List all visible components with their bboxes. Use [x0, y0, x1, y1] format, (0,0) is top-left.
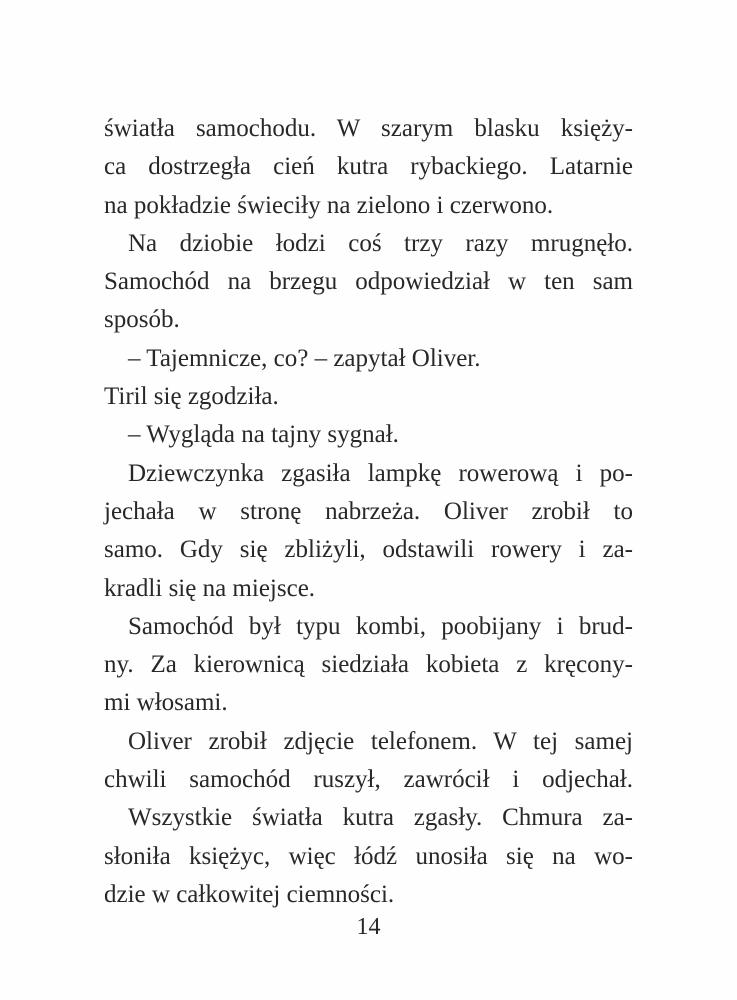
text-line: Samochód na brzegu odpowiedział w ten sam — [104, 268, 633, 296]
paragraph — [104, 799, 633, 914]
text-line: Tiril się zgodziła. — [104, 383, 279, 411]
text-line: sposób. — [104, 306, 180, 334]
text-line: chwili samochód ruszył, zawrócił i odjechał. — [104, 766, 633, 794]
paragraph — [104, 723, 633, 800]
text-line: Samochód był typu kombi, poobijany i brud- — [128, 612, 633, 640]
text-line: słoniła księżyc, więc łódź unosiła się na wo- — [104, 842, 633, 870]
text-line: mi włosami. — [104, 689, 228, 717]
page-number: 14 — [356, 914, 381, 940]
text-line: samo. Gdy się zbliżyli, odstawili rowery i za- — [104, 536, 633, 564]
text-line: światła samochodu. W szarym blasku księży- — [104, 115, 633, 142]
text-line: – Wygląda na tajny sygnał. — [128, 421, 399, 449]
text-line: ca dostrzegła cień kutra rybackiego. Latarnie — [104, 153, 633, 181]
text-line: dzie w całkowitej ciemności. — [104, 880, 395, 908]
paragraph — [104, 225, 633, 340]
text-line: Na dziobie łodzi coś trzy razy mrugnęło. — [128, 229, 633, 257]
text-line: Dziewczynka zgasiła lampkę rowerową i po- — [128, 459, 633, 487]
text-line: Wszystkie światła kutra zgasły. Chmura za- — [128, 804, 633, 832]
paragraph — [104, 455, 633, 608]
text-block — [104, 110, 633, 914]
text-line: na pokładzie świeciły na zielono i czerwono. — [104, 191, 554, 219]
page-footer — [104, 912, 633, 942]
paragraph — [104, 416, 633, 454]
paragraph — [104, 608, 633, 723]
text-line: ny. Za kierownicą siedziała kobieta z kręcony- — [104, 651, 633, 679]
text-line: jechała w stronę nabrzeża. Oliver zrobił to — [104, 497, 633, 525]
paragraph — [104, 110, 633, 225]
text-line: – Tajemnicze, co? – zapytał Oliver. — [128, 344, 481, 372]
paragraph — [104, 340, 633, 417]
text-line: kradli się na miejsce. — [104, 574, 316, 602]
text-line: Oliver zrobił zdjęcie telefonem. W tej samej — [128, 727, 633, 755]
